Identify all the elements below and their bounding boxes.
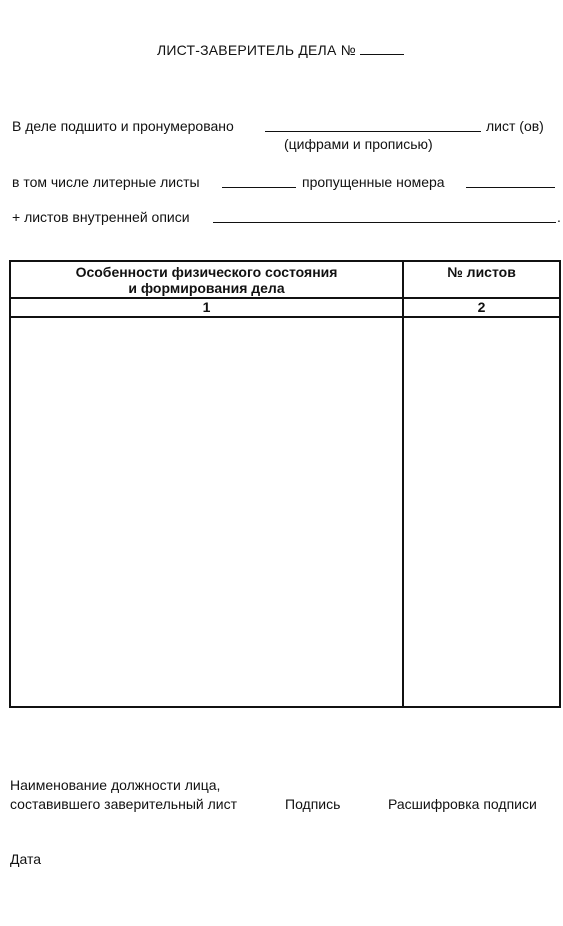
date-label: Дата bbox=[10, 851, 42, 867]
sheet-numbers-entry-area[interactable] bbox=[404, 318, 559, 706]
page-title bbox=[157, 42, 404, 58]
position-label-line1: Наименование должности лица, bbox=[10, 777, 221, 793]
sewn-sheets-field[interactable] bbox=[265, 118, 481, 132]
condition-entry-area[interactable] bbox=[11, 318, 402, 706]
page-title-text: ЛИСТ-ЗАВЕРИТЕЛЬ ДЕЛА № bbox=[157, 42, 356, 58]
sewn-sheets-label: В деле подшито и пронумеровано bbox=[12, 118, 234, 134]
signature-decoding-label: Расшифровка подписи bbox=[388, 796, 537, 812]
digits-and-words-hint: (цифрами и прописью) bbox=[284, 136, 433, 152]
line-end-dot: . bbox=[557, 209, 561, 225]
signature-label: Подпись bbox=[285, 796, 341, 812]
missing-numbers-label: пропущенные номера bbox=[302, 174, 445, 190]
letter-sheets-label: в том числе литерные листы bbox=[12, 174, 200, 190]
column-header-condition-line2: и формирования дела bbox=[128, 280, 285, 296]
letter-sheets-field[interactable] bbox=[222, 174, 296, 188]
column-header-condition-line1: Особенности физического состояния bbox=[75, 264, 338, 280]
inner-inventory-field[interactable] bbox=[213, 209, 556, 223]
missing-numbers-field[interactable] bbox=[466, 174, 555, 188]
column-number-1: 1 bbox=[202, 299, 211, 315]
condition-table bbox=[9, 260, 561, 708]
column-header-sheet-numbers: № листов bbox=[447, 264, 516, 280]
case-number-field[interactable] bbox=[360, 42, 404, 55]
column-header-condition bbox=[11, 264, 402, 296]
sheets-suffix-label: лист (ов) bbox=[486, 118, 544, 134]
position-label-line2: составившего заверительный лист bbox=[10, 796, 237, 812]
column-number-2: 2 bbox=[477, 299, 486, 315]
inner-inventory-label: + листов внутренней описи bbox=[12, 209, 190, 225]
